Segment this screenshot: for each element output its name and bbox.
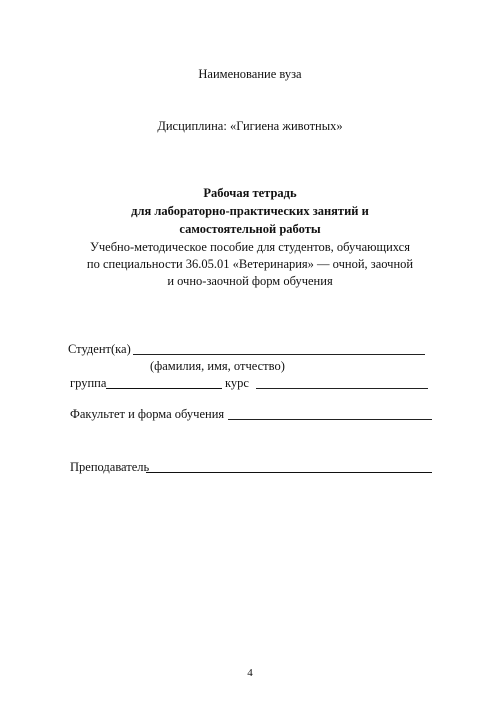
student-label: Студент(ка) xyxy=(68,342,131,356)
student-hint: (фамилия, имя, отчество) xyxy=(150,359,285,373)
title-line-1: Рабочая тетрадь xyxy=(203,186,297,200)
course-label: курс xyxy=(225,376,249,390)
page-number: 4 xyxy=(247,667,253,679)
group-field[interactable] xyxy=(106,388,222,389)
faculty-row xyxy=(70,406,434,422)
description-line-2: по специальности 36.05.01 «Ветеринария» — очной, заочной xyxy=(86,257,414,271)
group-label: группа xyxy=(70,376,107,390)
faculty-field[interactable] xyxy=(228,419,432,420)
student-row xyxy=(68,341,428,357)
student-name-field[interactable] xyxy=(133,354,425,355)
description-line-1: Учебно-методическое пособие для студентов, обучающихся xyxy=(90,240,410,254)
teacher-row xyxy=(70,459,434,475)
title-line-3: самостоятельной работы xyxy=(179,222,321,236)
institution-name: Наименование вуза xyxy=(198,67,302,81)
title-line-2: для лабораторно-практических занятий и xyxy=(131,204,369,218)
group-course-row xyxy=(70,375,430,391)
discipline-line: Дисциплина: «Гигиена животных» xyxy=(157,119,343,133)
teacher-field[interactable] xyxy=(146,472,432,473)
description-line-3: и очно-заочной форм обучения xyxy=(167,274,333,288)
faculty-label: Факультет и форма обучения xyxy=(70,407,225,421)
teacher-label: Преподаватель xyxy=(70,460,150,474)
course-field[interactable] xyxy=(256,388,428,389)
